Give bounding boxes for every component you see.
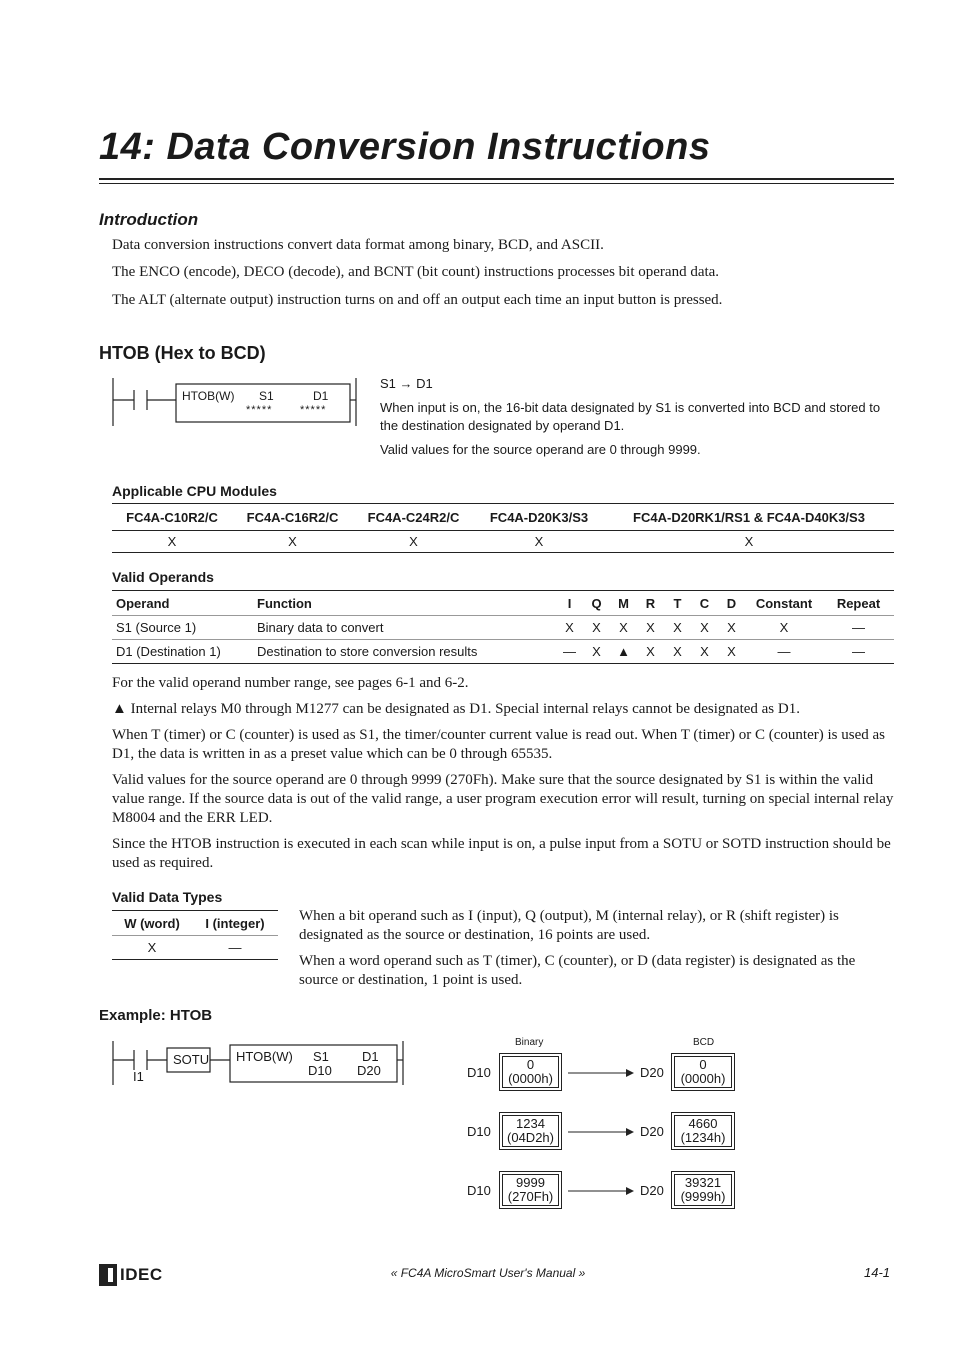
htob-heading: HTOB (Hex to BCD) (99, 343, 266, 363)
binary-hex: (0000h) (508, 1071, 553, 1086)
idec-logo-text: IDEC (120, 1265, 163, 1284)
htob-description: When input is on, the 16-bit data designated by S1 is converted into BCD and stored to the destination designated by operand D1. (380, 400, 881, 433)
datatypes-bit-text: When a bit operand such as I (input), Q (output), M (internal relay), or R (shift register) is designated as the source or destination, 16 points are used. (299, 908, 839, 943)
operands-row (112, 640, 894, 664)
datatypes-value: X (112, 936, 192, 960)
row-src-label: D10 (467, 1124, 491, 1139)
cpu-header: FC4A-D20K3/S3 (474, 504, 604, 531)
title-rule-thin (99, 183, 894, 184)
datatypes-value: — (192, 936, 278, 960)
row-dst-label: D20 (640, 1124, 664, 1139)
operands-cell: Destination to store conversion results (253, 640, 556, 664)
chapter-title (99, 126, 710, 169)
operands-header: T (664, 591, 691, 616)
operands-cell: X (664, 616, 691, 640)
operands-cell: — (823, 640, 894, 664)
datatypes-header-row (112, 911, 278, 936)
operands-cell: — (745, 640, 823, 664)
operands-header: Repeat (823, 591, 894, 616)
operands-table (112, 590, 894, 664)
cpu-header: FC4A-C24R2/C (353, 504, 474, 531)
arrow-icon (568, 1185, 634, 1197)
operands-cell: X (718, 616, 745, 640)
footer-manual-title: « FC4A MicroSmart User's Manual » (390, 1266, 586, 1280)
datatypes-header: I (integer) (192, 911, 278, 936)
operands-cell: D1 (Destination 1) (112, 640, 253, 664)
htob-formula: S1 → D1 (380, 376, 433, 391)
operands-header: Operand (112, 591, 253, 616)
operands-header: R (637, 591, 664, 616)
bcd-value-box (671, 1171, 735, 1209)
row-src-label: D10 (467, 1183, 491, 1198)
intro-paragraph-2: The ENCO (encode), DECO (decode), and BCNT (bit count) instructions processes bit operand data. (112, 264, 720, 280)
operands-cell: — (556, 640, 583, 664)
ladder-s1: S1 (259, 389, 274, 403)
binary-value-box (499, 1112, 562, 1150)
operands-cell: X (583, 640, 610, 664)
bcd-value: 4660 (688, 1116, 718, 1131)
binary-hex: (04D2h) (507, 1130, 554, 1145)
datatypes-value-row (112, 936, 278, 960)
example-input: I1 (133, 1069, 144, 1084)
bcd-label: BCD (693, 1037, 715, 1048)
operands-header: M (610, 591, 637, 616)
bcd-hex: (0000h) (680, 1071, 726, 1086)
operands-header: Q (583, 591, 610, 616)
cpu-value-row (112, 531, 894, 553)
note-operand-range: For the valid operand number range, see pages 6-1 and 6-2. (112, 675, 469, 691)
example-d1-val: D20 (357, 1063, 381, 1078)
operands-cell: X (745, 616, 823, 640)
cpu-value: X (112, 531, 232, 553)
operands-cell: S1 (Source 1) (112, 616, 253, 640)
cpu-value: X (232, 531, 353, 553)
arrow-icon (568, 1126, 634, 1138)
htob-ladder-diagram (112, 378, 362, 428)
arrow-icon (568, 1067, 634, 1079)
bcd-value: 0 (699, 1057, 707, 1072)
binary-value: 0 (526, 1057, 535, 1072)
operands-cell: X (718, 640, 745, 664)
binary-hex: (270Fh) (507, 1189, 554, 1204)
datatypes-header: W (word) (112, 911, 192, 936)
example-s1-val: D10 (308, 1063, 332, 1078)
operands-header: D (718, 591, 745, 616)
note-valid-values: Valid values for the source operand are 0 through 9999 (270Fh). Make sure that the source designated by S1 is within the valid value range. If the source data is out of the valid range, a user program execution error will result, turning on special internal relay M8004 and the ERR LED. (112, 772, 894, 826)
ladder-d1: D1 (313, 389, 329, 403)
operands-cell: X (691, 640, 718, 664)
cpu-value: X (353, 531, 474, 553)
example-instr: HTOB(W) (236, 1049, 293, 1064)
cpu-header: FC4A-C10R2/C (112, 504, 232, 531)
bcd-value-box (671, 1053, 735, 1091)
note-pulse-input: Since the HTOB instruction is executed in each scan while input is on, a pulse input from a SOTU or SOTD instruction should be used as required. (112, 836, 891, 871)
page-number: 14-1 (864, 1265, 891, 1280)
ladder-instr: HTOB(W) (182, 389, 235, 403)
title-rule (99, 178, 894, 180)
row-dst-label: D20 (640, 1183, 664, 1198)
note-timer-counter: When T (timer) or C (counter) is used as S1, the timer/counter current value is read out. When T (timer) or C (counter) is used as D1, the data is written in as a preset value which can be 0 through 65535. (112, 727, 885, 762)
operands-header: C (691, 591, 718, 616)
ladder-d1-val: ***** (300, 404, 327, 416)
example-d1: D1 (362, 1049, 379, 1064)
operands-cell: X (637, 640, 664, 664)
note-internal-relays: ▲ Internal relays M0 through M1277 can be designated as D1. Special internal relays cannot be designated as D1. (112, 701, 800, 717)
operands-cell: X (691, 616, 718, 640)
bcd-hex: (1234h) (680, 1130, 726, 1145)
example-s1: S1 (313, 1049, 329, 1064)
operands-cell: — (823, 616, 894, 640)
binary-value: 1234 (516, 1116, 545, 1131)
example-sotu: SOTU (173, 1052, 210, 1067)
cpu-value: X (474, 531, 604, 553)
row-dst-label: D20 (640, 1065, 664, 1080)
cpu-table (112, 503, 894, 553)
binary-value-box (499, 1171, 562, 1209)
cpu-header: FC4A-D20RK1/RS1 & FC4A-D40K3/S3 (604, 504, 894, 531)
operands-cell: X (664, 640, 691, 664)
operands-cell: Binary data to convert (253, 616, 556, 640)
operands-cell: X (556, 616, 583, 640)
binary-value: 9999 (516, 1175, 545, 1190)
intro-paragraph-1: Data conversion instructions convert data format among binary, BCD, and ASCII. (112, 237, 604, 253)
operands-header-row (112, 591, 894, 616)
bcd-value: 39321 (684, 1175, 722, 1190)
operands-row (112, 616, 894, 640)
htob-valid-values: Valid values for the source operand are 0 through 9999. (380, 442, 701, 457)
operands-cell: X (583, 616, 610, 640)
binary-value-box (499, 1053, 562, 1091)
row-src-label: D10 (467, 1065, 491, 1080)
cpu-header-row (112, 504, 894, 531)
binary-label: Binary (515, 1037, 544, 1048)
bcd-hex: (9999h) (680, 1189, 726, 1204)
operands-cell: X (610, 616, 637, 640)
bcd-value-box (671, 1112, 735, 1150)
intro-heading: Introduction (99, 210, 199, 229)
operands-header: Function (253, 591, 556, 616)
operands-heading: Valid Operands (112, 569, 214, 585)
datatypes-word-text: When a word operand such as T (timer), C (counter), or D (data register) is designated as the source or destination, 1 point is used. (299, 953, 856, 988)
chapter-title-text: 14: Data Conversion Instructions (99, 126, 711, 168)
intro-paragraph-3: The ALT (alternate output) instruction turns on and off an output each time an input button is pressed. (112, 292, 723, 308)
cpu-header: FC4A-C16R2/C (232, 504, 353, 531)
example-heading: Example: HTOB (99, 1007, 213, 1024)
ladder-s1-val: ***** (246, 404, 273, 416)
operands-cell: ▲ (610, 640, 637, 664)
operands-header: I (556, 591, 583, 616)
operands-cell: X (637, 616, 664, 640)
cpu-heading: Applicable CPU Modules (112, 483, 277, 499)
cpu-value: X (604, 531, 894, 553)
example-ladder-diagram (112, 1041, 412, 1091)
datatypes-heading: Valid Data Types (112, 889, 223, 905)
datatypes-table (112, 910, 278, 960)
operands-header: Constant (745, 591, 823, 616)
